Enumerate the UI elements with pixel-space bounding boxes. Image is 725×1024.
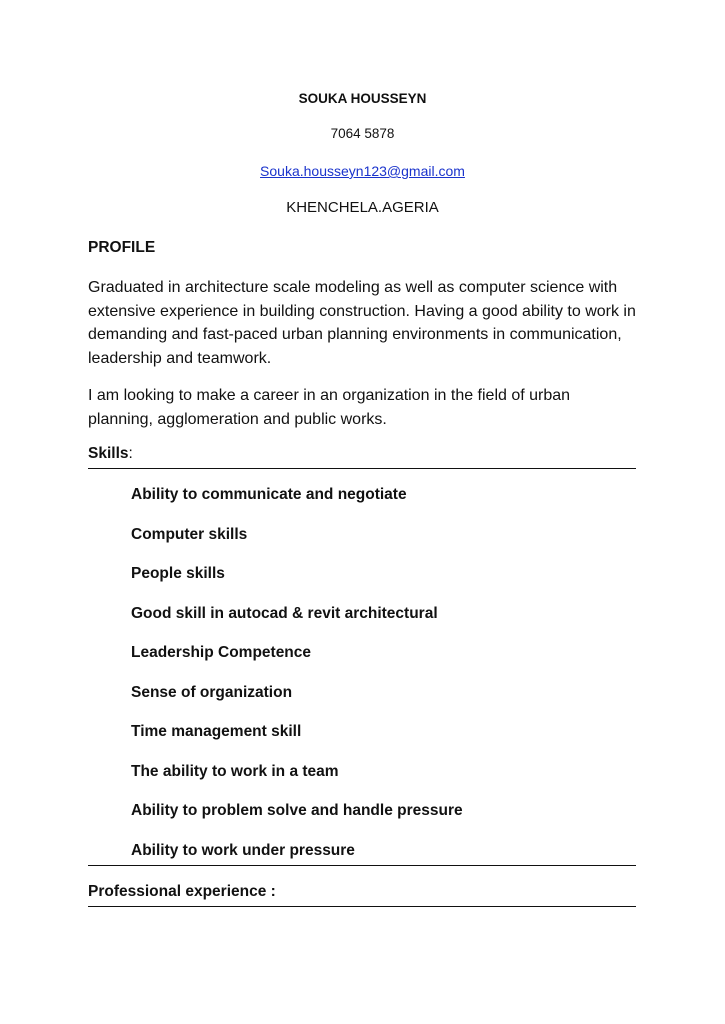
profile-paragraph-1: Graduated in architecture scale modeling as well as computer science with extensive experience in building construction. Having a good ability to work in demanding and fast-paced urban planning environments in communication, leadership and teamwork.	[88, 279, 636, 367]
phone-number: 7064 5878	[330, 126, 395, 141]
skill-item: Ability to work under pressure	[131, 841, 355, 859]
skills-bottom-divider	[88, 865, 636, 866]
skill-item: Sense of organization	[131, 683, 293, 701]
experience-heading: Professional experience :	[88, 883, 276, 900]
email-link[interactable]: Souka.housseyn123@gmail.com	[260, 163, 465, 179]
profile-paragraph-2: I am looking to make a career in an organization in the field of urban planning, agglomeration and public works.	[88, 387, 571, 428]
skill-item: Ability to communicate and negotiate	[131, 486, 407, 503]
skill-item: Good skill in autocad & revit architectural	[131, 604, 438, 622]
skill-item: Ability to problem solve and handle pressure	[131, 802, 463, 819]
skill-item: People skills	[131, 565, 225, 582]
experience-divider	[88, 906, 636, 907]
skill-item: Computer skills	[131, 525, 248, 543]
skills-heading	[88, 444, 133, 464]
skill-item: Time management skill	[131, 723, 302, 740]
skills-heading-colon: :	[128, 445, 133, 462]
email-line	[0, 162, 725, 180]
profile-heading: PROFILE	[88, 239, 156, 256]
skills-top-divider	[88, 468, 636, 469]
skills-heading-label: Skills	[88, 445, 129, 462]
skills-list	[131, 485, 463, 880]
skill-item: Leadership Competence	[131, 644, 312, 661]
skill-item: The ability to work in a team	[131, 762, 339, 780]
candidate-name: SOUKA HOUSSEYN	[298, 91, 427, 106]
location: KHENCHELA.AGERIA	[286, 199, 439, 216]
